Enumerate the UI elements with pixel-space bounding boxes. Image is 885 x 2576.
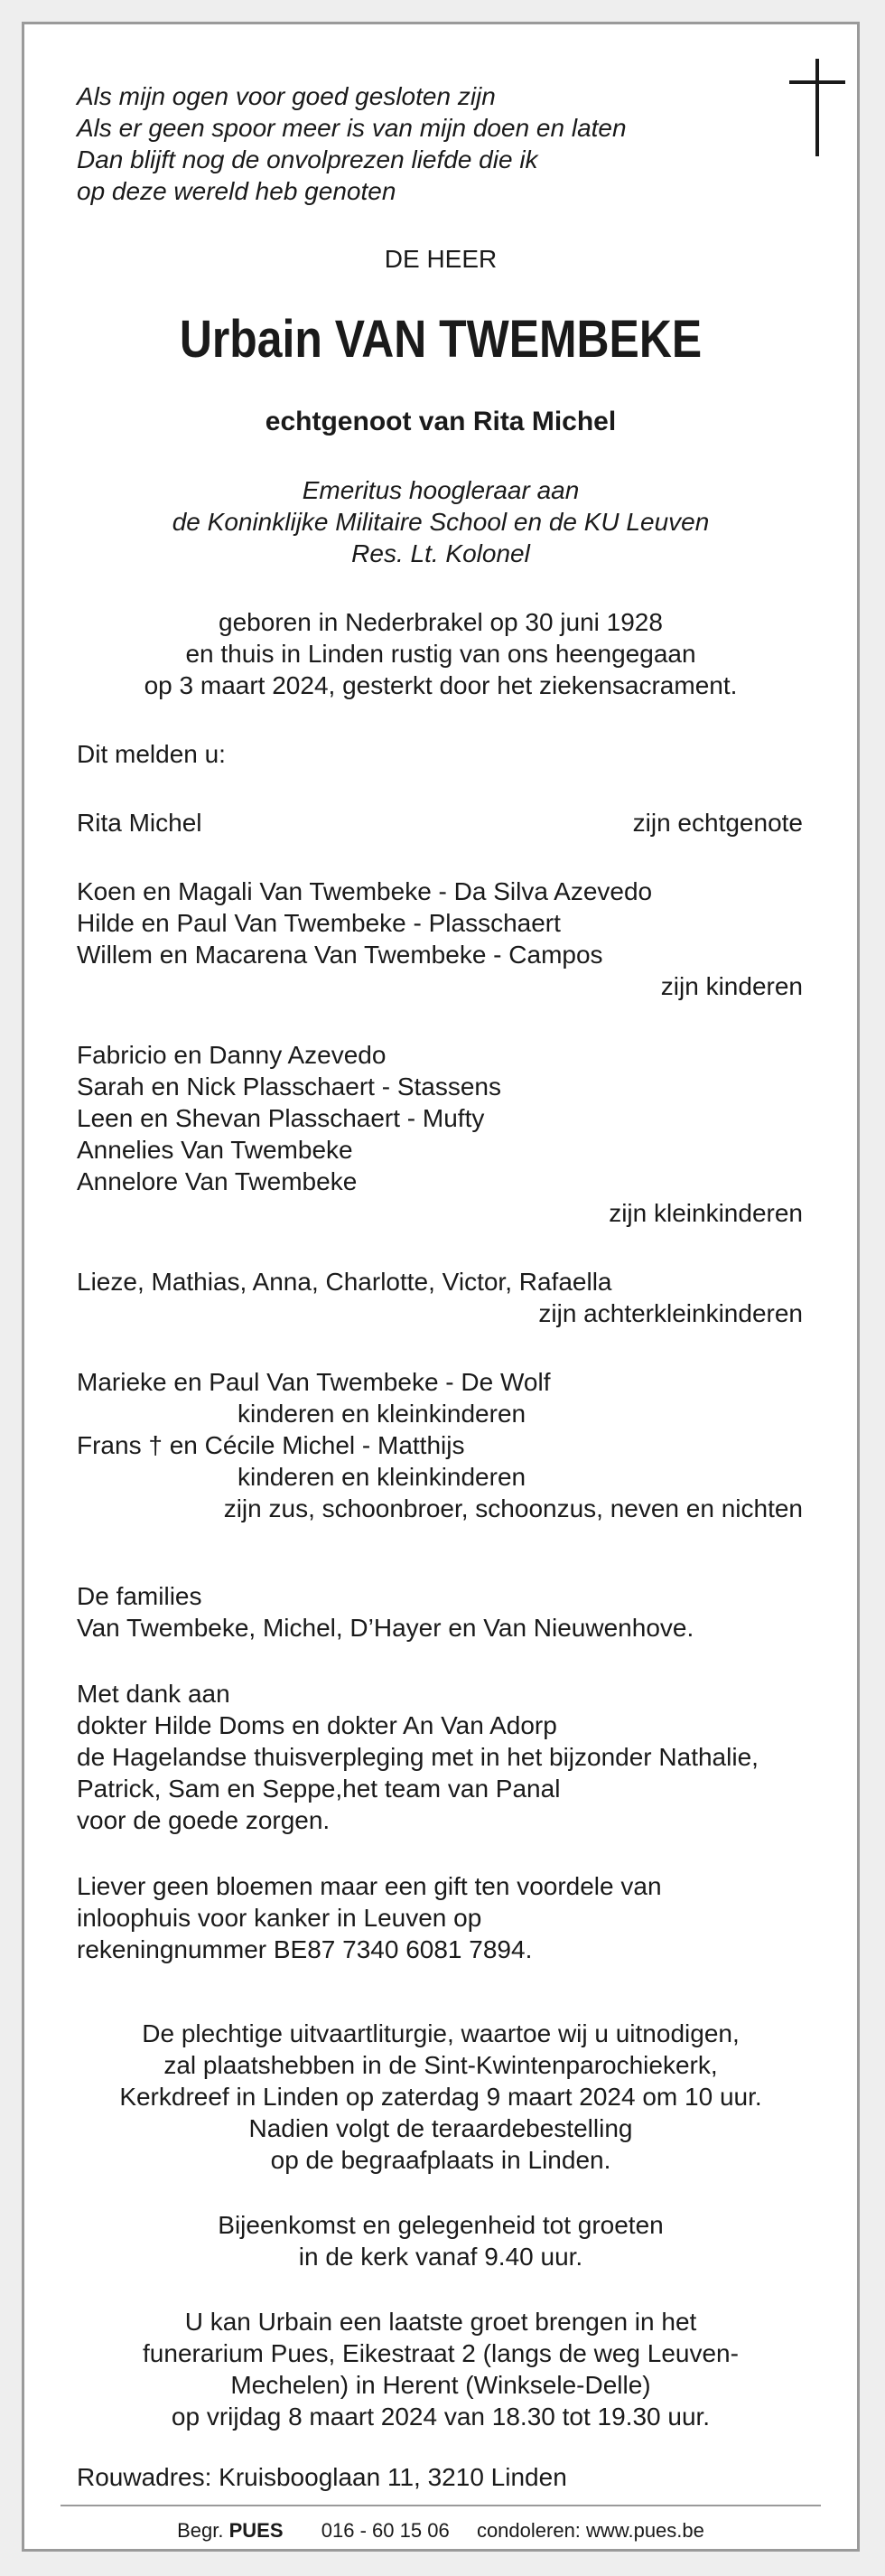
life-line-2: en thuis in Linden rustig van ons heengegaan — [185, 640, 696, 668]
footer-undertaker: PUES — [228, 2519, 284, 2542]
farewell-line-2: funerarium Pues, Eikestraat 2 (langs de weg Leuven- — [143, 2339, 739, 2367]
gathering-line-2: in de kerk vanaf 9.40 uur. — [298, 2243, 583, 2271]
title-prefix: DE HEER — [384, 245, 498, 273]
footer-divider — [61, 2505, 821, 2506]
deceased-name: Urbain VAN TWEMBEKE — [179, 310, 703, 369]
poem-line-3: Dan blijft nog de onvolprezen liefde die ik — [77, 145, 538, 173]
life-line-3: op 3 maart 2024, gesterkt door het ziekensacrament. — [144, 671, 738, 699]
announce-text: Dit melden u: — [77, 740, 226, 768]
life-line-1: geboren in Nederbrakel op 30 juni 1928 — [219, 608, 663, 636]
gift-line-3: rekeningnummer BE87 7340 6081 7894. — [77, 1935, 533, 1963]
footer-condolences[interactable]: condoleren: www.pues.be — [476, 2519, 704, 2542]
children-relation: zijn kinderen — [660, 972, 803, 1000]
farewell-line-4: op vrijdag 8 maart 2024 van 18.30 tot 19.30 uur. — [171, 2403, 711, 2431]
funeral-line-5: op de begraafplaats in Linden. — [270, 2146, 611, 2174]
role-line-3: Res. Lt. Kolonel — [351, 539, 530, 567]
thanks-line-5: voor de goede zorgen. — [77, 1806, 331, 1834]
funeral-line-2: zal plaatshebben in de Sint-Kwintenparochiekerk, — [163, 2051, 718, 2079]
funeral-line-4: Nadien volgt de teraardebestelling — [248, 2114, 633, 2142]
sibling-line-1: Marieke en Paul Van Twembeke - De Wolf — [77, 1368, 551, 1396]
thanks-line-4: Patrick, Sam en Seppe,het team van Panal — [77, 1775, 561, 1803]
grandchildren-relation: zijn kleinkinderen — [609, 1199, 803, 1227]
grandchild-line-1: Fabricio en Danny Azevedo — [77, 1041, 387, 1069]
families-line-2: Van Twembeke, Michel, D’Hayer en Van Nieuwenhove. — [77, 1614, 694, 1642]
families-line-1: De families — [77, 1582, 202, 1610]
great-grandchildren-relation: zijn achterkleinkinderen — [538, 1299, 803, 1327]
mourning-address: Rouwadres: Kruisbooglaan 11, 3210 Linden — [77, 2463, 567, 2491]
role-line-1: Emeritus hoogleraar aan — [302, 476, 580, 504]
child-line-3: Willem en Macarena Van Twembeke - Campos — [77, 941, 603, 969]
spouse-name: Rita Michel — [77, 809, 202, 837]
gift-line-2: inloophuis voor kanker in Leuven op — [77, 1904, 482, 1932]
deceased-name-wrap — [24, 310, 857, 370]
farewell-line-3: Mechelen) in Herent (Winksele-Delle) — [230, 2371, 651, 2399]
child-line-1: Koen en Magali Van Twembeke - Da Silva Azevedo — [77, 877, 653, 905]
siblings-relation: zijn zus, schoonbroer, schoonzus, neven en nichten — [223, 1494, 803, 1522]
spouse-line: echtgenoot van Rita Michel — [265, 407, 617, 436]
poem-line-4: op deze wereld heb genoten — [77, 177, 396, 205]
farewell-line-1: U kan Urbain een laatste groet brengen in het — [184, 2308, 697, 2336]
spouse-relation: zijn echtgenote — [632, 809, 803, 837]
sibling-line-2: Frans † en Cécile Michel - Matthijs — [77, 1431, 465, 1459]
grandchild-line-2: Sarah en Nick Plasschaert - Stassens — [77, 1073, 501, 1101]
grandchild-line-5: Annelore Van Twembeke — [77, 1167, 358, 1195]
obituary-card — [22, 22, 860, 2552]
footer — [24, 2518, 857, 2543]
funeral-line-1: De plechtige uitvaartliturgie, waartoe wij u uitnodigen, — [142, 2019, 740, 2047]
cross-icon — [786, 59, 849, 156]
poem-line-2: Als er geen spoor meer is van mijn doen en laten — [77, 114, 627, 142]
footer-phone: 016 - 60 15 06 — [321, 2519, 450, 2542]
thanks-line-2: dokter Hilde Doms en dokter An Van Adorp — [77, 1711, 557, 1739]
footer-begr-label: Begr. — [177, 2519, 224, 2542]
great-grandchildren-names: Lieze, Mathias, Anna, Charlotte, Victor, Rafaella — [77, 1268, 612, 1296]
thanks-line-1: Met dank aan — [77, 1680, 230, 1708]
role-line-2: de Koninklijke Militaire School en de KU Leuven — [172, 508, 710, 536]
sibling-line-1-sub: kinderen en kleinkinderen — [238, 1400, 526, 1428]
child-line-2: Hilde en Paul Van Twembeke - Plasschaert — [77, 909, 561, 937]
poem-line-1: Als mijn ogen voor goed gesloten zijn — [77, 82, 496, 110]
grandchild-line-3: Leen en Shevan Plasschaert - Mufty — [77, 1104, 485, 1132]
thanks-line-3: de Hagelandse thuisverpleging met in het bijzonder Nathalie, — [77, 1743, 759, 1771]
funeral-line-3: Kerkdreef in Linden op zaterdag 9 maart 2024 om 10 uur. — [119, 2083, 762, 2111]
sibling-line-2-sub: kinderen en kleinkinderen — [238, 1463, 526, 1491]
gathering-line-1: Bijeenkomst en gelegenheid tot groeten — [218, 2211, 664, 2239]
gift-line-1: Liever geen bloemen maar een gift ten voordele van — [77, 1872, 662, 1900]
grandchild-line-4: Annelies Van Twembeke — [77, 1136, 353, 1164]
